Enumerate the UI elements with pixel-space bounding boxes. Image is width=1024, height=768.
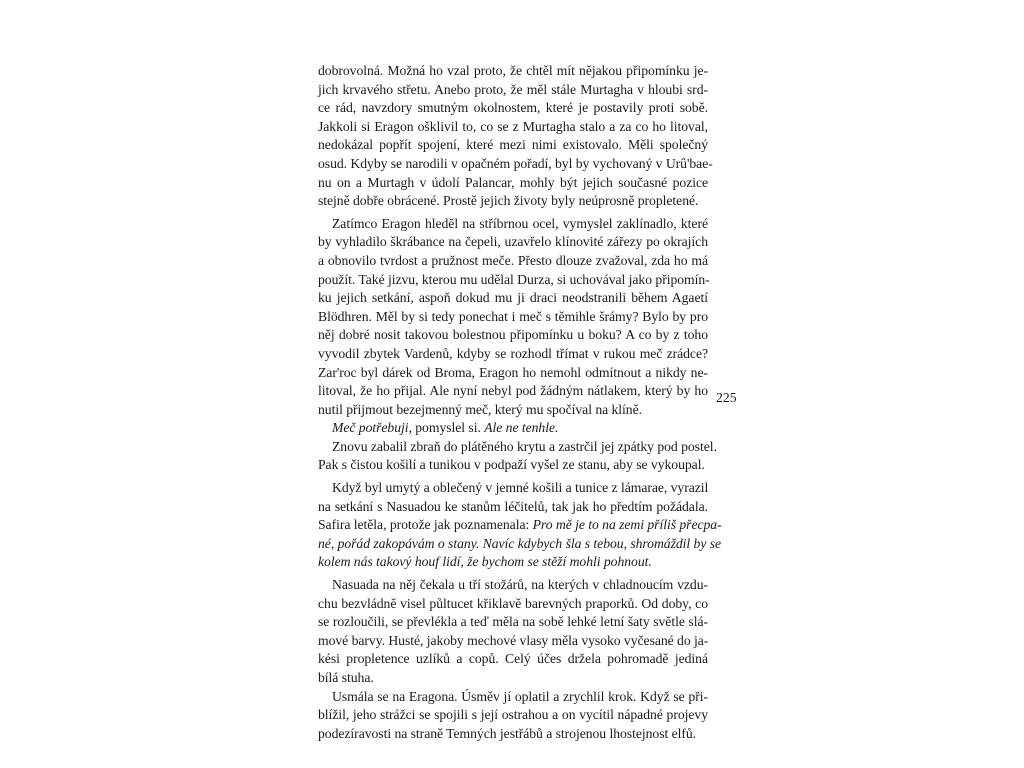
text-segment: dobrovolná. Možná ho vzal proto, že chtěl mít nějakou připomínku je- xyxy=(318,63,708,78)
text-segment: Zar'roc byl dárek od Broma, Eragon ho nemohl odmítnout a nikdy ne- xyxy=(318,364,708,380)
text-segment: Safira letěla, protože jak poznamenala: xyxy=(318,517,533,533)
text-segment: nutil přijmout bezejmenný meč, který mu spočíval na klíně. xyxy=(318,401,642,417)
text-segment: nedokázal popřít spojení, které mezi nimi existovalo. Měli společný xyxy=(318,137,708,153)
text-segment: Zatímco Eragon hleděl na stříbrnou ocel, vymyslel zaklínadlo, které xyxy=(332,215,708,231)
text-line xyxy=(318,345,708,364)
text-line xyxy=(318,271,708,290)
text-segment: podezíravosti na straně Temných jestřábů a strojenou lhostejnost elfů. xyxy=(318,725,697,741)
text-segment: chu bezvládně visel půltucet křiklavě barevných praporků. Od doby, co xyxy=(318,595,708,611)
text-segment: bílá stuha. xyxy=(318,670,374,685)
text-line xyxy=(318,192,708,211)
text-line xyxy=(318,535,722,554)
text-segment: by vyhladilo škrábance na čepeli, uzavřelo klínovité zářezy po okrajích xyxy=(318,234,708,250)
text-segment: a obnovilo tvrdost a pružnost meče. Přesto dlouze zvažoval, zda ho má xyxy=(318,252,708,268)
text-segment: použít. Také jizvu, kterou mu udělal Durza, si uchovával jako připomín- xyxy=(318,271,710,287)
text-line xyxy=(318,595,708,614)
italic-text: Ale ne tenhle. xyxy=(484,420,559,436)
text-segment: jich krvavého střetu. Anebo proto, že měl stále Murtagha v hloubi srd- xyxy=(318,81,708,97)
text-segment: Znovu zabalil zbraň do plátěného krytu a zastrčil jej zpátky pod postel. xyxy=(332,438,717,454)
text-segment: stejně dobře obrácené. Prostě jejich životy byly neúprosně propletené. xyxy=(318,193,699,209)
text-line xyxy=(318,419,708,438)
text-segment: Blödhren. Měl by si tedy ponechat i meč s těmihle šrámy? Bylo by pro xyxy=(318,308,708,324)
text-line xyxy=(318,516,722,535)
text-segment: kési propletence uzlíků a copů. Celý účes držela pohromadě jediná xyxy=(318,651,708,667)
italic-text: Meč potřebuji, xyxy=(332,420,412,436)
text-line xyxy=(318,215,708,234)
text-segment: něj dobré nosit takovou bolestnou připomínku u boku? A co by z toho xyxy=(318,327,708,343)
text-segment: se rozloučili, se převlékla a teď měla na sobě lehké letní šaty světle slá- xyxy=(318,614,708,630)
text-segment: nu on a Murtagh v údolí Palancar, mohly být jejich současné pozice xyxy=(318,174,708,190)
page-number: 225 xyxy=(716,390,737,405)
text-segment: Pak s čistou košilí a tunikou v podpaží vyšel ze stanu, aby se vykoupal. xyxy=(318,457,705,473)
text-segment: Jakkoli si Eragon ošklivil to, co se z Murtagha stalo a za co ho litoval, xyxy=(318,118,708,134)
text-segment: pomyslel si. xyxy=(411,420,485,436)
text-line xyxy=(318,233,708,252)
body-text xyxy=(318,62,722,743)
italic-text: Pro mě je to na zemi příliš přecpa- xyxy=(532,517,722,533)
text-line xyxy=(318,155,713,174)
text-segment: ku jejich setkání, aspoň dokud mu ji draci neodstranili během Agaetí xyxy=(318,290,708,306)
text-line xyxy=(318,553,708,572)
text-line xyxy=(318,252,708,271)
text-line xyxy=(318,136,708,155)
text-segment: osud. Kdyby se narodili v opačném pořadí, byl by vychovaný v Urû'bae- xyxy=(318,155,713,171)
text-line xyxy=(318,308,708,327)
text-line xyxy=(318,401,708,420)
text-segment: blížil, jeho strážci se spojili s její ostrahou a on vycítil nápadné projevy xyxy=(318,707,708,723)
text-line xyxy=(318,289,708,308)
text-line xyxy=(318,174,708,193)
text-line xyxy=(318,118,708,137)
text-line xyxy=(318,382,708,401)
text-segment: Když byl umytý a oblečený v jemné košili a tunice z lámarae, vyrazil xyxy=(332,480,709,496)
text-segment: vyvodil zbytek Vardenů, kdyby se rozhodl třímat v rukou meč zrádce? xyxy=(318,345,708,361)
text-segment: Nasuada na něj čekala u tří stožárů, na kterých v chladnoucím vzdu- xyxy=(332,577,708,593)
text-line xyxy=(318,364,708,383)
text-line xyxy=(318,99,708,118)
text-segment: Usmála se na Eragona. Úsměv jí oplatil a zrychlil krok. Když se při- xyxy=(332,688,708,704)
text-segment: litoval, že ho přijal. Ale nyní nebyl pod žádným nátlakem, který by ho xyxy=(318,383,708,399)
text-line xyxy=(318,81,708,100)
text-segment: mové barvy. Husté, jakoby mechové vlasy měla vysoko vyčesané do ja- xyxy=(318,632,709,648)
text-line xyxy=(318,576,708,595)
text-line xyxy=(318,688,708,707)
text-line xyxy=(318,479,708,498)
text-line xyxy=(318,438,717,457)
text-line xyxy=(318,725,708,744)
text-line xyxy=(318,456,708,475)
text-line xyxy=(318,498,708,517)
italic-text: kolem nás takový houf lidí, že bychom se stěží mohli pohnout. xyxy=(318,554,652,570)
text-line xyxy=(318,632,708,651)
text-line xyxy=(318,613,708,632)
text-segment: ce rád, navzdory smutným okolnostem, které je postavily proti sobě. xyxy=(318,100,708,116)
text-segment: na setkání s Nasuadou ke stanům léčitelů, tak jak ho předtím požádala. xyxy=(318,498,708,514)
text-line xyxy=(318,706,708,725)
text-line xyxy=(318,326,708,345)
text-line xyxy=(318,669,708,688)
italic-text: né, pořád zakopávám o stany. Navíc kdybych šla s tebou, shromáždil by se xyxy=(318,535,722,551)
text-line xyxy=(318,650,708,669)
text-line xyxy=(318,62,708,81)
